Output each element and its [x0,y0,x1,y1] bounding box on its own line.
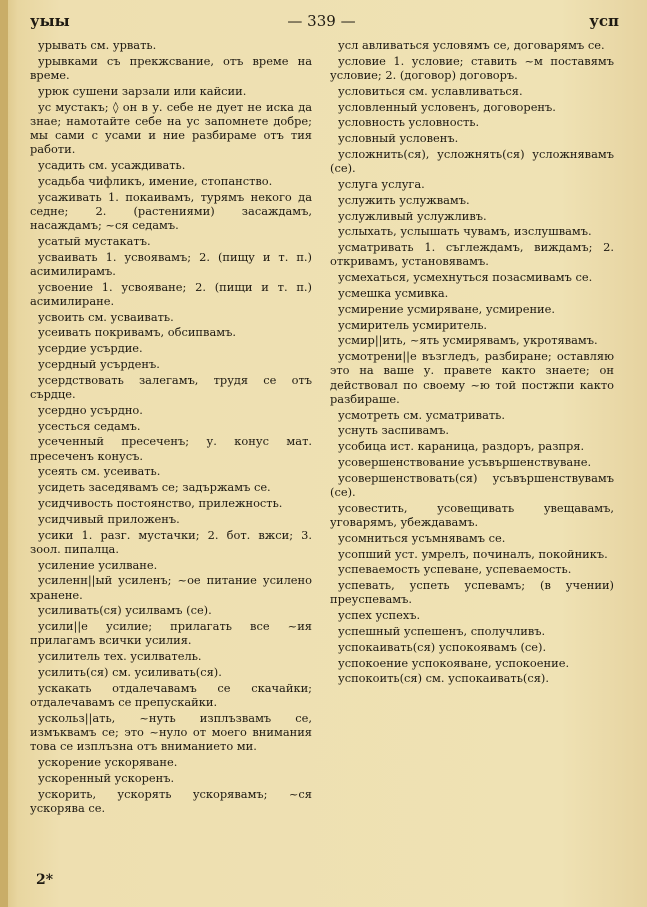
dictionary-entry: ускоренный ускоренъ. [38,770,175,785]
dictionary-entry: усатый мустакатъ. [38,233,151,248]
dictionary-entry: успех успехъ. [338,608,421,623]
dictionary-entry: условие 1. условие; ставить ~м поставямъ условие; 2. (договор) договоръ. [330,53,614,82]
dictionary-entry: усердный усърденъ. [38,356,160,371]
dictionary-entry: усердствовать залегамъ, трудя се отъ сърдце. [30,372,312,401]
dictionary-entry: усиленн||ый усиленъ; ~ое питание усилено хранене. [30,573,312,602]
dictionary-entry: успевать, успеть успевамъ; (в учении) преуспевамъ. [330,578,614,607]
page-header [24,12,619,34]
signature-mark: 2* [36,872,54,888]
dictionary-entry: усадить см. усаждивать. [38,158,186,172]
dictionary-entry: усовершенствовать(ся) усъвършенствувамъ (се). [330,470,614,499]
page-number: — 339 — [287,12,356,30]
dictionary-entry: усложнить(ся), усложнять(ся) усложнявамъ (се). [330,146,614,176]
dictionary-entry: ускакать отдалечавамъ се скачайки; отдалечавамъ се препускайки. [30,680,312,709]
dictionary-entry: усилитель тех. усилватель. [38,649,202,664]
dictionary-entry: усомниться усъмнявамъ се. [338,530,506,545]
dictionary-entry: усматривать 1. съглеждамъ, виждамъ; 2. откривамъ, установявамъ. [330,240,614,269]
dictionary-entry: успокоение успокояване, успокоение. [338,655,570,670]
dictionary-entry: усвоить см. усваивать. [38,309,174,324]
dictionary-entry: ускорить, ускорять ускорявамъ; ~ся ускорява се. [30,786,312,815]
dictionary-entry: усеять см. усеивать. [38,464,161,479]
dictionary-entry: усмотреть см. усматривать. [338,407,505,422]
dictionary-entry: усл авливаться условямъ се, договарямъ се. [338,38,605,52]
left-column [30,38,312,817]
dictionary-entry: условность условность. [338,115,480,130]
header-left-guideword: уыы [30,12,70,30]
dictionary-entry: усаживать 1. покаивамъ, турямъ некого да седне; 2. (растениями) засаждамъ, насаждамъ; ~ся седамъ. [30,189,312,232]
dictionary-entry: усмехаться, усмехнуться позасмивамъ се. [338,270,593,285]
dictionary-entry: усидчивый приложенъ. [38,511,180,526]
dictionary-entry: усовершенствование усъвършенствуване. [338,454,592,469]
dictionary-entry: условный условенъ. [338,131,459,146]
dictionary-entry: услужливый услужливъ. [338,208,487,223]
right-column [330,38,614,687]
dictionary-entry: усердие усърдие. [38,341,143,356]
dictionary-entry: усеивать покривамъ, обсипвамъ. [38,325,236,340]
page-edge [0,0,8,907]
dictionary-entry: успокаивать(ся) успокоявамъ (се). [338,639,547,654]
dictionary-entry: усадьба чифликъ, имение, стопанство. [38,173,273,188]
dictionary-entry: усмиритель усмиритель. [338,317,488,332]
header-right-guideword: усп [589,12,619,30]
dictionary-entry: усики 1. разг. мустачки; 2. бот. вжси; 3. зоол. пипалца. [30,527,312,556]
dictionary-entry: услуга услуга. [338,176,425,191]
dictionary-entry: услыхать, услышать чувамъ, изслушвамъ. [338,224,592,239]
dictionary-entry: услужить услужвамъ. [338,192,470,207]
dictionary-entry: усваивать 1. усвоявамъ; 2. (пищу и т. п.) асимилирамъ. [30,249,312,278]
dictionary-entry: усмир||ить, ~ять усмирявамъ, укротявамъ. [338,333,598,348]
dictionary-entry: усопший уст. умрелъ, починалъ, покойникъ. [338,546,608,561]
dictionary-entry: усидеть заседявамъ се; задържамъ се. [38,480,271,495]
dictionary-entry: ус мустакъ; ◊ он в у. себе не дует не иска да знае; намотайте себе на ус запомнете добре; мы сами с усами и ние разбираме отъ тия работи. [30,99,312,157]
dictionary-entry: уснуть заспивамъ. [338,423,449,438]
dictionary-entry: успокоить(ся) см. успокаивать(ся). [338,671,549,686]
dictionary-entry: усовестить, усовещивать увещавамъ, уговарямъ, убеждавамъ. [330,500,614,529]
dictionary-entry: усобица ист. караница, раздоръ, разпря. [338,439,585,454]
dictionary-entry: усердно усърдно. [38,402,143,417]
dictionary-entry: условиться см. уславливаться. [338,83,523,98]
dictionary-entry: урывками съ прекжсвание, отъ време на време. [30,53,312,82]
dictionary-entry: ускорение ускоряване. [38,754,178,769]
dictionary-entry: успеваемость успеване, успеваемость. [338,562,572,577]
dictionary-entry: ускольз||ать, ~нуть изплъзвамъ се, измъквамъ се; это ~нуло от моего внимания това се изплъзна отъ вниманието ми. [30,710,312,754]
dictionary-entry: усилить(ся) см. усиливать(ся). [38,664,222,679]
dictionary-entry: усидчивость постоянство, прилежность. [38,495,283,510]
dictionary-entry: успешный успешенъ, сполучливъ. [338,623,546,638]
dictionary-entry: усили||е усилие; прилагать все ~ия прилагамъ всички усилия. [30,619,312,648]
dictionary-entry: урюк сушени зарзали или кайсии. [38,83,247,98]
dictionary-entry: усиливать(ся) усилвамъ (се). [38,603,212,618]
dictionary-entry: усиление усилване. [38,557,158,572]
dictionary-entry: усвоение 1. усвояване; 2. (пищи и т. п.) асимилиране. [30,279,312,308]
dictionary-entry: урывать см. урвать. [38,38,157,52]
dictionary-entry: усеченный пресеченъ; у. конус мат. пресеченъ конусъ. [30,434,312,463]
dictionary-entry: усмотрени||е възгледъ, разбиране; оставляю это на ваше у. правете както знаете; он действовал по своему ~ю той постжпи както разбираше. [330,349,614,406]
dictionary-entry: усмешка усмивка. [338,285,449,300]
dictionary-entry: усесться седамъ. [38,418,141,433]
dictionary-entry: условленный условенъ, договоренъ. [338,99,556,114]
dictionary-entry: усмирение усмиряване, усмирение. [338,301,556,316]
